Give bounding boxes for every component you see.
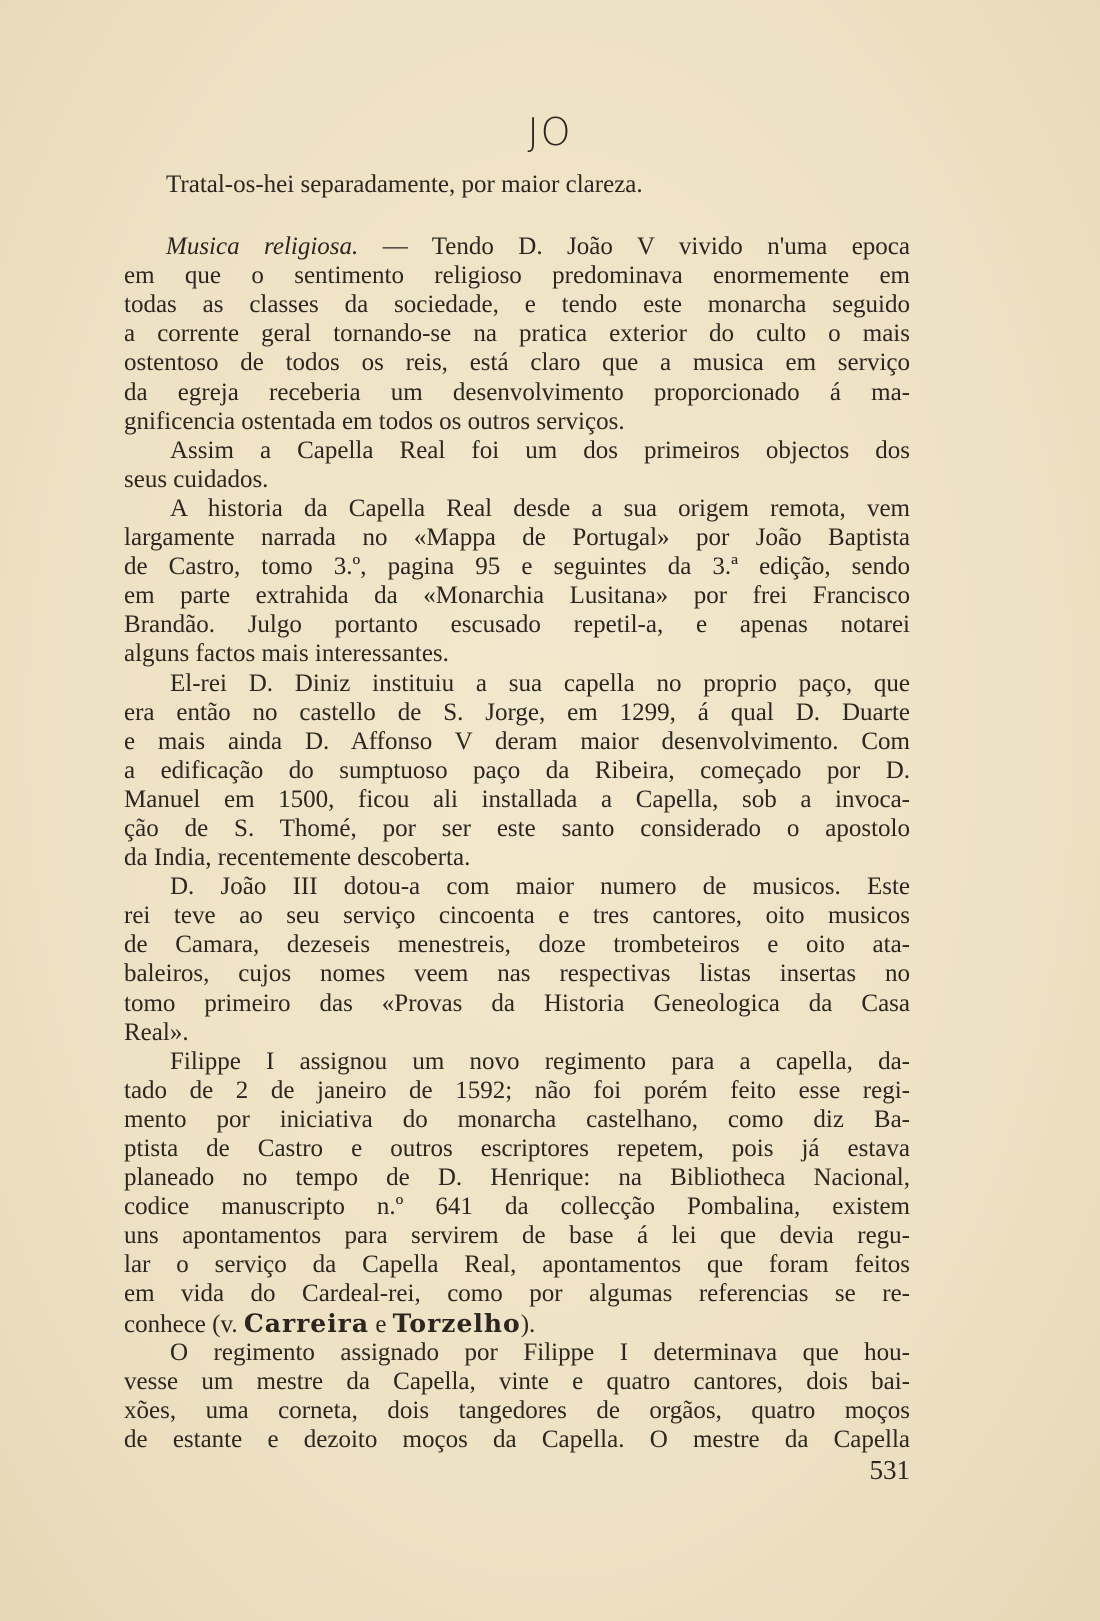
text-fragment: e <box>369 1310 393 1338</box>
text-line: em que o sentimento religioso predominava enormemente em <box>124 262 910 290</box>
text-line: xões, uma corneta, dois tangedores de orgãos, quatro moços <box>124 1396 910 1424</box>
text-line: a corrente geral tornando-se na pratica exterior do culto o mais <box>124 320 910 348</box>
text-line: a edificação do sumptuoso paço da Ribeira, começado por D. <box>124 756 910 784</box>
cross-reference-link[interactable]: Carreira <box>243 1308 370 1338</box>
text-line: alguns factos mais interessantes. <box>124 640 449 668</box>
text-line: planeado no tempo de D. Henrique: na Bibliotheca Nacional, <box>124 1164 910 1192</box>
text-line: O regimento assignado por Filippe I determinava que hou- <box>170 1338 910 1366</box>
text-line: da egreja receberia um desenvolvimento proporcionado á ma- <box>124 378 910 406</box>
text-line: de Castro, tomo 3.º, pagina 95 e seguintes da 3.ª edição, sendo <box>124 553 910 581</box>
text-line: baleiros, cujos nomes veem nas respectivas listas insertas no <box>124 960 910 988</box>
text-line: tomo primeiro das «Provas da Historia Geneologica da Casa <box>124 989 910 1017</box>
text-line: todas as classes da sociedade, e tendo este monarcha seguido <box>124 291 910 319</box>
text-line <box>124 1309 910 1338</box>
text-line: Brandão. Julgo portanto escusado repetil-a, e apenas notarei <box>124 611 910 639</box>
text-line: da India, recentemente descoberta. <box>124 844 471 872</box>
page-number: 531 <box>869 1455 910 1485</box>
text-line: ptista de Castro e outros escriptores repetem, pois já estava <box>124 1135 910 1162</box>
text-line: Tratal-os-hei separadamente, por maior clareza. <box>166 171 643 198</box>
text-line: D. João III dotou-a com maior numero de musicos. Este <box>170 873 910 901</box>
text-line: Filippe I assignou um novo regimento para a capella, da- <box>170 1047 910 1075</box>
text-line: ção de S. Thomé, por ser este santo considerado o apostolo <box>124 814 910 842</box>
text-line: gnificencia ostentada em todos os outros serviços. <box>124 407 625 435</box>
text-line: A historia da Capella Real desde a sua origem remota, vem <box>170 494 910 522</box>
text-line: uns apontamentos para servirem de base á lei que devia regu- <box>124 1222 910 1250</box>
text-line: seus cuidados. <box>124 465 269 493</box>
body-text <box>124 170 910 1454</box>
text-fragment: — Tendo D. João V vivido n'uma epoca <box>358 233 910 261</box>
text-line: e mais ainda D. Affonso V deram maior desenvolvimento. Com <box>124 727 910 755</box>
section-heading: Musica religiosa. <box>166 233 359 261</box>
text-line: Manuel em 1500, ficou ali installada a Capella, sob a invoca- <box>124 785 910 813</box>
text-line: mento por iniciativa do monarcha castelhano, como diz Ba- <box>124 1105 910 1133</box>
cross-reference-link[interactable]: Torzelho <box>392 1308 521 1338</box>
text-line: em parte extrahida da «Monarchia Lusitana» por frei Francisco <box>124 582 910 610</box>
text-line: era então no castello de S. Jorge, em 1299, á qual D. Duarte <box>124 698 910 726</box>
text-line: largamente narrada no «Mappa de Portugal» por João Baptista <box>124 524 910 552</box>
text-line: vesse um mestre da Capella, vinte e quatro cantores, dois bai- <box>124 1367 910 1395</box>
text-fragment: conhece (v. <box>124 1310 244 1338</box>
text-line: codice manuscripto n.º 641 da collecção Pombalina, existem <box>124 1193 910 1221</box>
text-line: rei teve ao seu serviço cincoenta e tres cantores, oito musicos <box>124 902 910 930</box>
text-line <box>124 232 910 261</box>
text-line: em vida do Cardeal-rei, como por algumas referencias se re- <box>124 1280 910 1308</box>
text-line: Assim a Capella Real foi um dos primeiros objectos dos <box>170 436 910 464</box>
page-title: JO <box>527 110 573 154</box>
text-line: lar o serviço da Capella Real, apontamentos que foram feitos <box>124 1251 910 1279</box>
text-fragment: ). <box>520 1310 536 1338</box>
text-line: ostentoso de todos os reis, está claro que a musica em serviço <box>124 349 910 377</box>
text-line: Real». <box>124 1018 189 1046</box>
text-line: de estante e dezoito moços da Capella. O mestre da Capella <box>124 1425 910 1453</box>
text-line: de Camara, dezeseis menestreis, doze trombeteiros e oito ata- <box>124 931 910 959</box>
text-line: tado de 2 de janeiro de 1592; não foi porém feito esse regi- <box>124 1076 910 1104</box>
text-line: El-rei D. Diniz instituiu a sua capella no proprio paço, que <box>170 669 910 697</box>
